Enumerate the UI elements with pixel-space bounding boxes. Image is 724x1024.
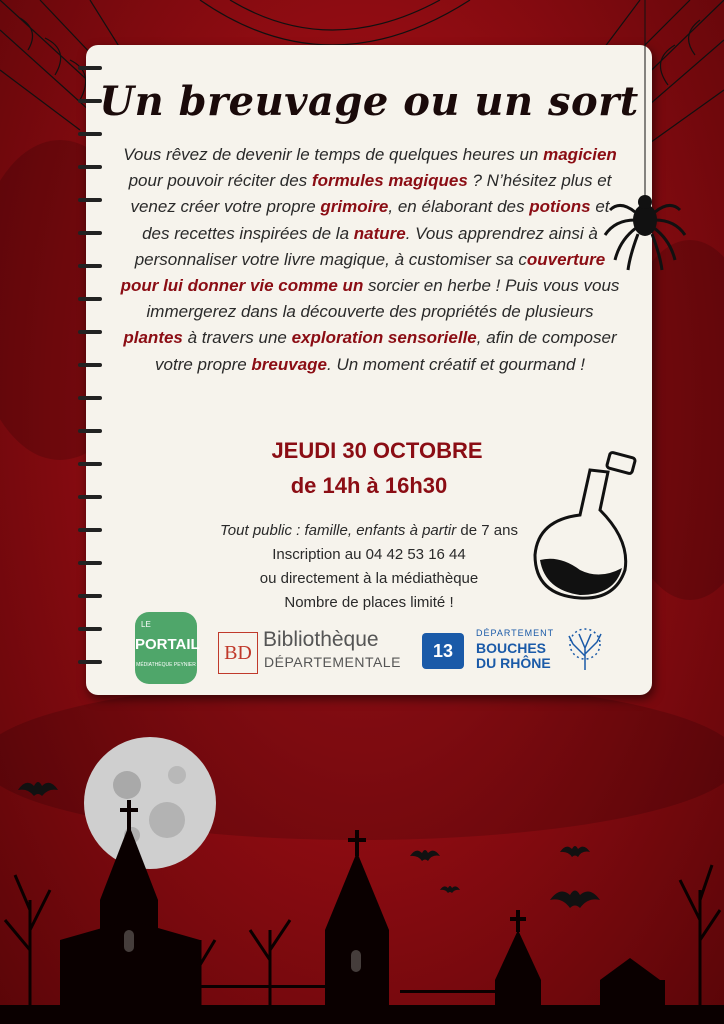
event-description	[120, 142, 620, 378]
highlight-word: plantes	[123, 328, 183, 348]
highlight-word: breuvage	[251, 354, 328, 374]
description-text: , en élaborant des	[388, 197, 530, 217]
page-title: Un breuvage ou un sort	[99, 78, 639, 125]
highlight-word: potions	[529, 197, 591, 217]
portail-name: PORTAIL	[135, 636, 200, 653]
highlight-word: ouverture pour lui donner vie comme un	[120, 249, 606, 296]
audience-text: Tout public : famille, enfants à partir	[220, 522, 457, 539]
dep-line3: DU RHÔNE	[476, 655, 551, 671]
event-time: de 14h à 16h30	[290, 473, 448, 498]
dep-mark: 13	[422, 633, 464, 669]
practical-info	[86, 519, 652, 615]
description-text: sorcier en herbe ! Puis vous vous immergerez dans la découverte des propriétés de plusieurs	[146, 276, 620, 322]
description-text: . Vous apprendrez ainsi à personnaliser votre livre magique, à customiser sa c	[134, 223, 598, 269]
highlight-word: exploration sensorielle	[291, 328, 477, 348]
inscription-phone: Inscription au 04 42 53 16 44	[272, 546, 466, 563]
bd-line1: Bibliothèque	[263, 628, 379, 651]
portail-le: LE	[141, 620, 151, 629]
highlight-word: nature	[353, 223, 406, 243]
places-limited: Nombre de places limité !	[284, 594, 454, 611]
audience-age: de 7 ans	[456, 522, 518, 539]
description-text: ? N’hésitez plus et venez créer votre propre	[130, 171, 612, 217]
highlight-word: formules magiques	[311, 171, 468, 191]
description-text: . Un moment créatif et gourmand !	[327, 354, 585, 374]
bd-mark: BD	[218, 632, 258, 674]
description-text: Vous rêvez de devenir le temps de quelques heures un	[123, 145, 544, 164]
event-date: JEUDI 30 OCTOBRE	[271, 438, 483, 463]
description-text: , afin de composer votre propre	[155, 328, 617, 374]
highlight-word: magicien	[543, 145, 617, 164]
description-text: et des recettes inspirées de la	[142, 197, 610, 243]
portail-logo	[135, 612, 200, 684]
dep-line2: BOUCHES	[476, 640, 547, 656]
description-text: à travers une	[182, 328, 292, 348]
description-text: pour pouvoir réciter des	[128, 171, 312, 191]
bd-line2: DÉPARTEMENTALE	[264, 654, 401, 670]
portail-sub: MÉDIATHÈQUE PEYNIER	[136, 662, 196, 668]
inscription-alternative: ou directement à la médiathèque	[259, 570, 479, 587]
highlight-word: grimoire	[320, 197, 389, 217]
dep-line1: DÉPARTEMENT	[476, 628, 555, 638]
